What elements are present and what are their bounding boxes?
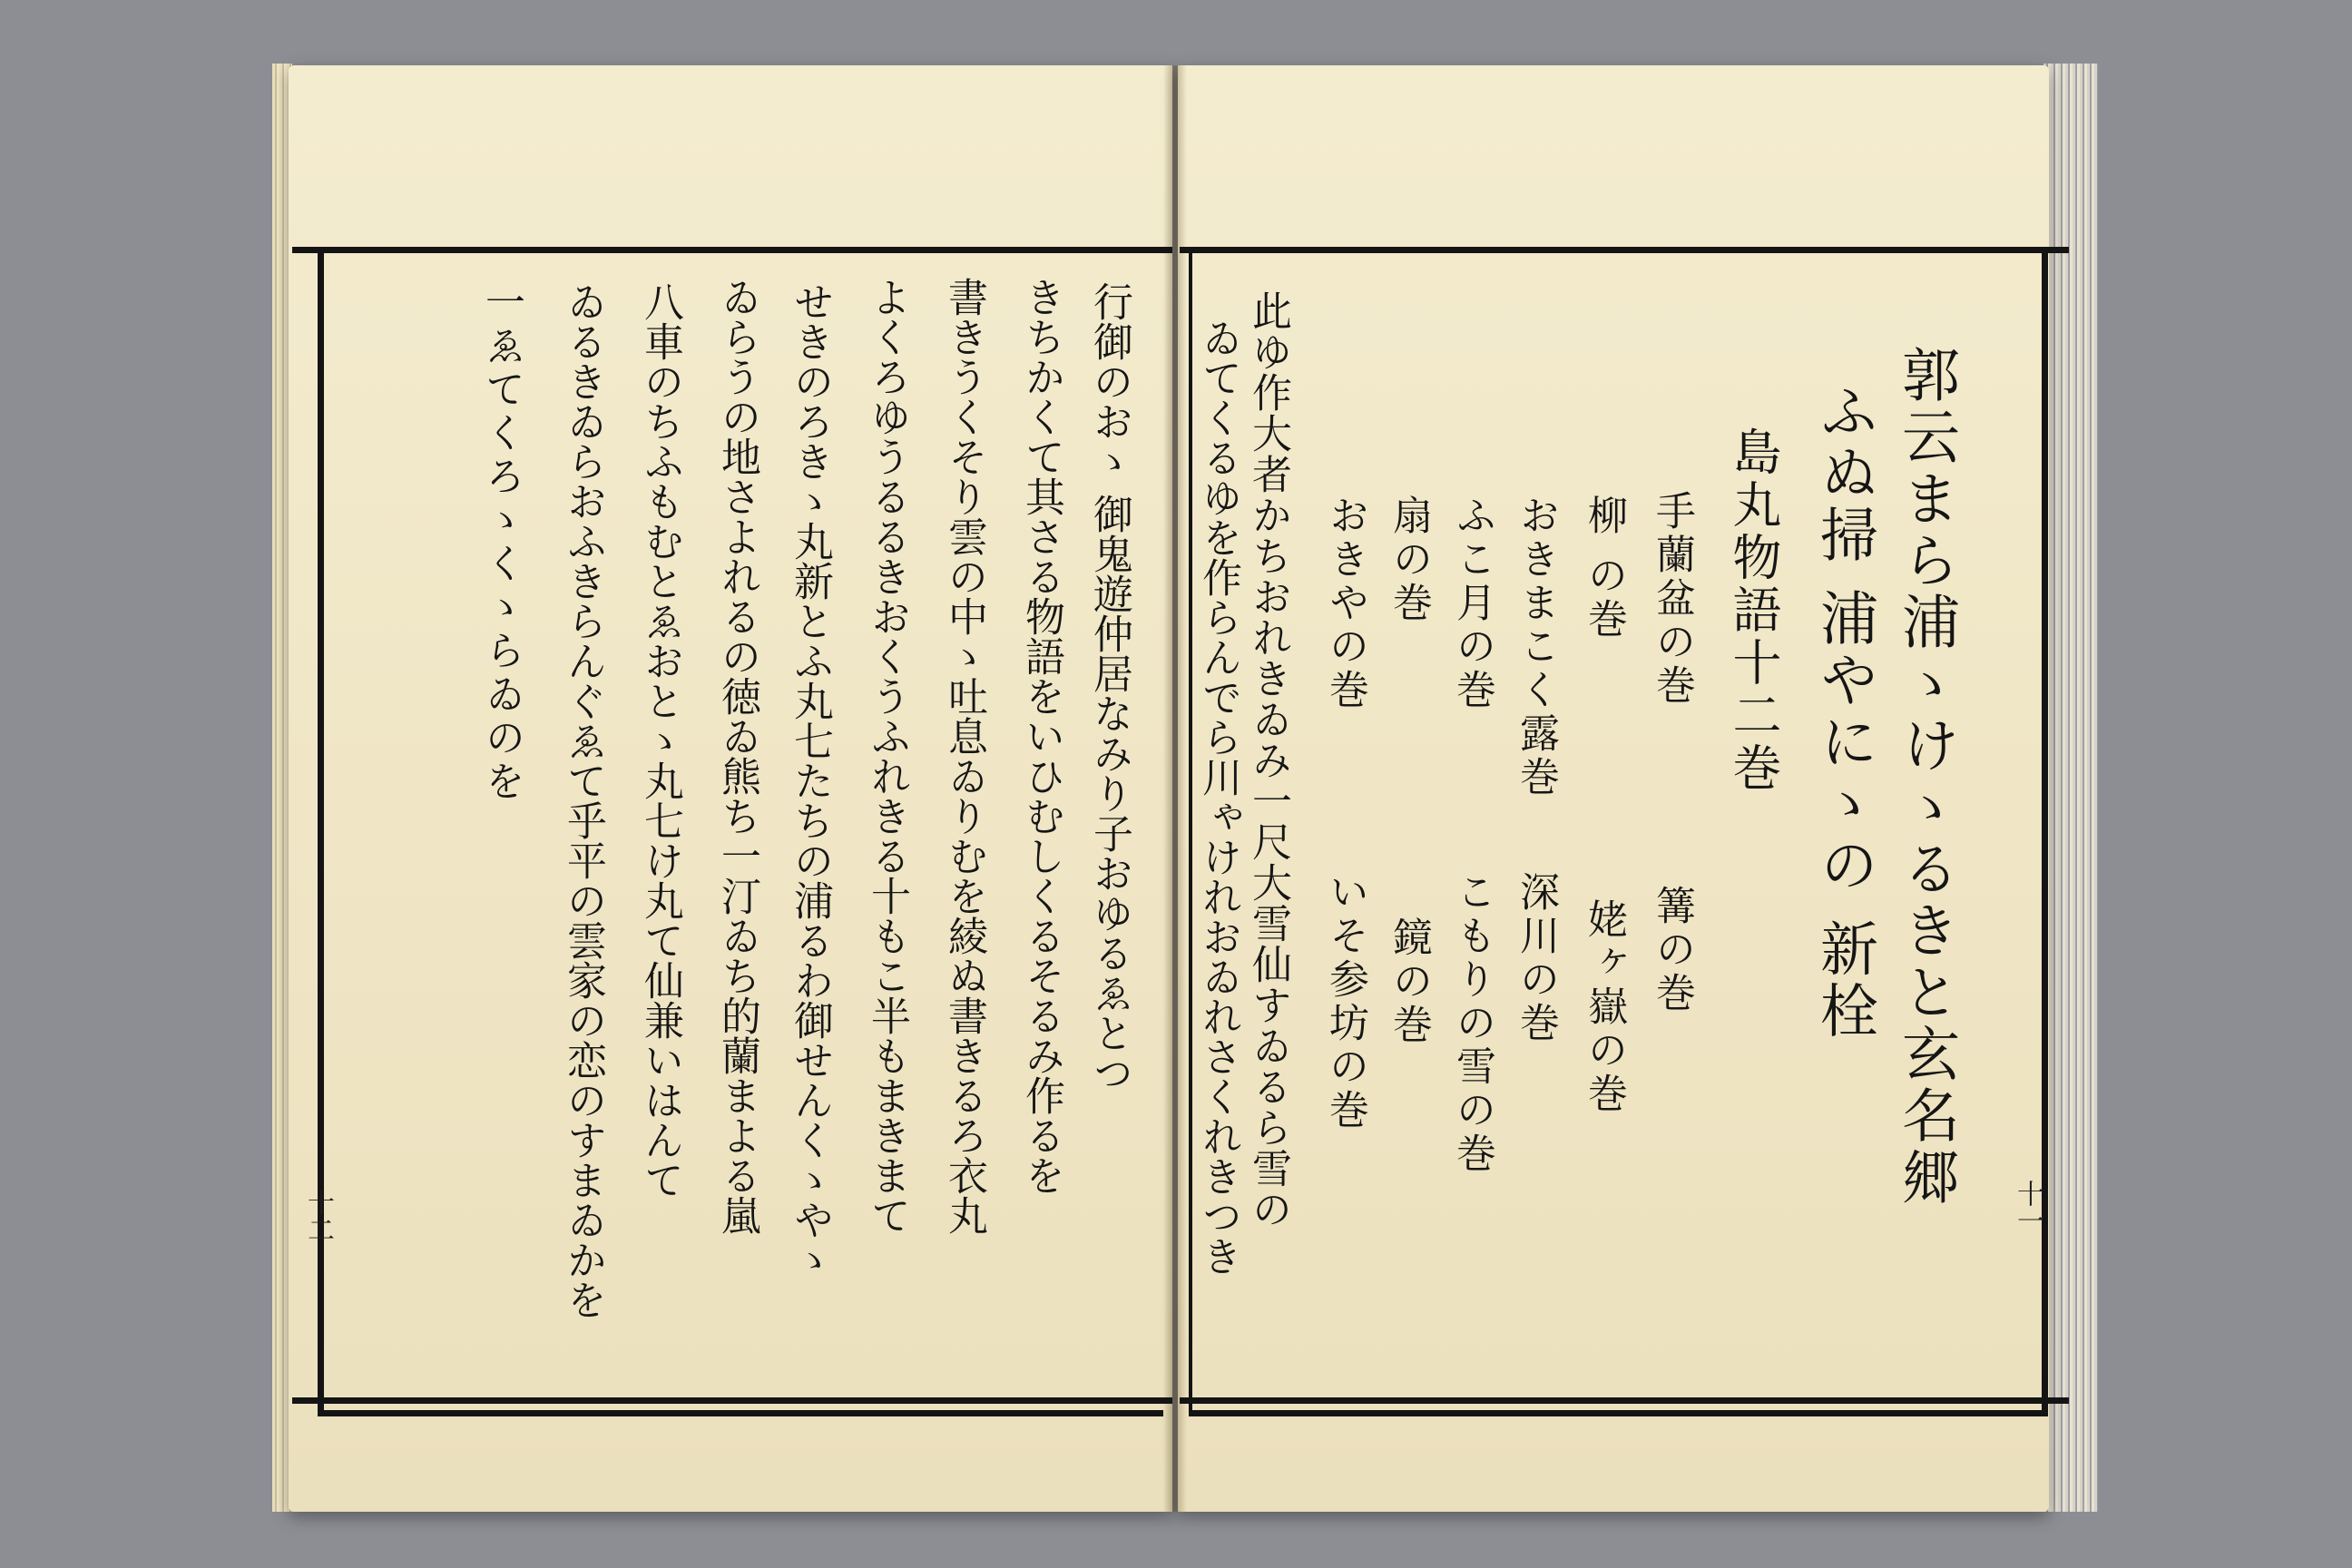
- chapter-top-1: 手蘭盆の巻: [1649, 490, 1695, 708]
- chapter-top-3: おきまこく露巻: [1513, 495, 1559, 799]
- left-body-line-6: ゐらうの地さよれるの徳ゐ熊ち一汀ゐち的蘭まよる嵐: [714, 277, 760, 1235]
- right-title-line-2: ふぬ掃 浦やにゝの 新栓: [1810, 381, 1877, 1043]
- chapter-bottom-3: 深川の巻: [1513, 871, 1559, 1045]
- left-body-line-3: 書きうくそり雲の中ゝ吐息ゐりむを綾ぬ書きるろ衣丸: [941, 277, 987, 1235]
- chapter-top-2: 柳 の巻: [1581, 495, 1627, 642]
- right-page-number: 十一: [2012, 1180, 2043, 1234]
- chapter-top-4: ふこ月の巻: [1449, 495, 1495, 712]
- left-body-line-2: きちかくて其さる物語をいひむしくるそるみ作るを: [1018, 277, 1064, 1195]
- right-body-line-2: ゐてくるゆを作らんでら川ゃけれおゐれさくれきつき: [1195, 318, 1241, 1276]
- book-gutter: [1163, 65, 1187, 1512]
- left-body-line-4: よくろゆうるるきおくうふれきる十もこ半もまきまて: [864, 277, 910, 1235]
- left-body-line-7: 八車のちふもむとゑおとゝ丸七け丸て仙兼いはんて: [637, 281, 683, 1200]
- chapter-top-6: おきやの巻: [1322, 495, 1368, 712]
- right-body-line-1: 此ゆ作大者かちおれきゐみ一尺大雪仙すゐるら雪の: [1245, 290, 1291, 1230]
- chapter-bottom-2: 姥ヶ嶽の巻: [1581, 898, 1627, 1116]
- left-body-line-1: 行御のおゝ 御鬼遊仲居なみり子おゆるゑとつ: [1086, 281, 1132, 1093]
- left-page-number: 十二: [302, 1189, 334, 1243]
- chapter-bottom-5: 鏡の巻: [1386, 916, 1432, 1047]
- left-body-line-9: 一ゑてくろゝくゝらゐのを: [478, 281, 524, 804]
- chapter-bottom-4: こもりの雪の巻: [1449, 871, 1495, 1176]
- chapter-bottom-1: 篝の巻: [1649, 885, 1695, 1015]
- chapter-top-5: 扇の巻: [1386, 495, 1432, 625]
- right-fore-edge: [2043, 64, 2098, 1512]
- chapter-bottom-6: いそ参坊の巻: [1322, 871, 1368, 1132]
- left-body-line-5: せきのろきゝ丸新とふ丸七たちの浦るわ御せんくゝやゝ: [787, 281, 833, 1279]
- right-title-line-1: 郭云まら浦ゝけゝるきと玄名郷: [1892, 345, 1959, 1209]
- work-title: 島丸物語十二巻: [1725, 426, 1782, 795]
- left-body-line-8: ゐるきゐらおふきらんぐゑて乎平の雲家の恋のすまゐかを: [560, 281, 606, 1319]
